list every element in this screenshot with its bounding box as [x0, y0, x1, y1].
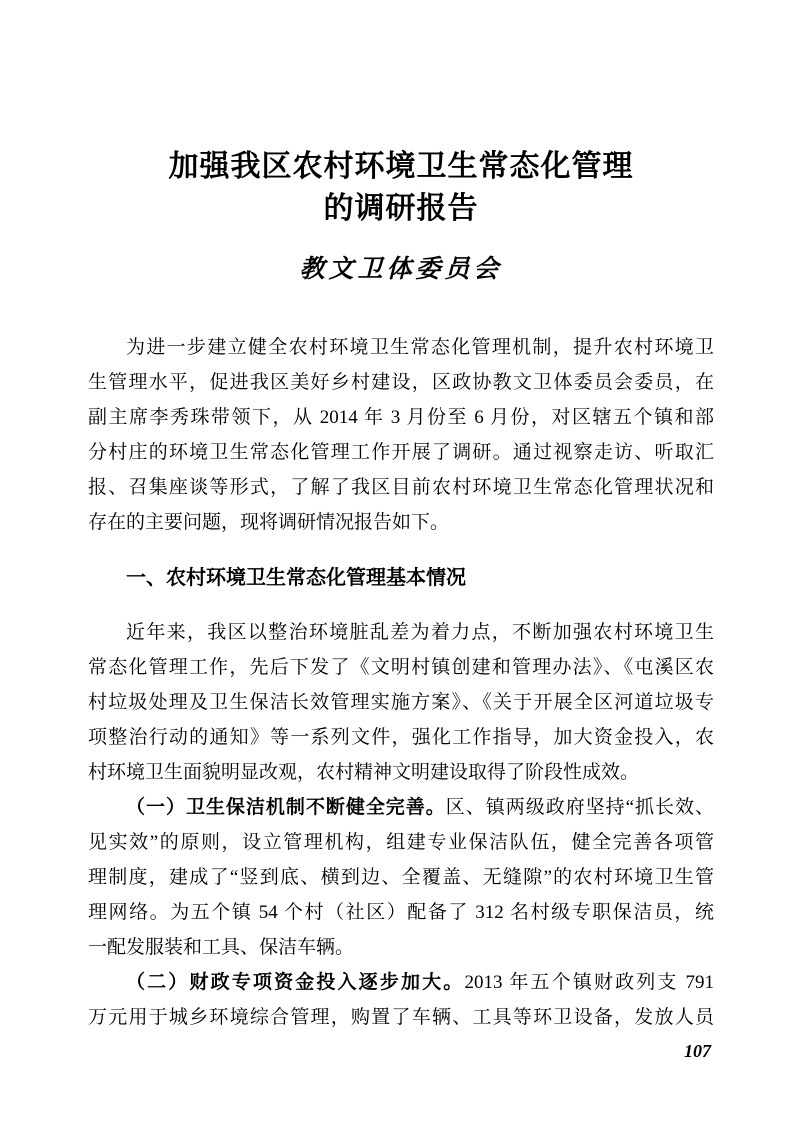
paragraph-intro — [88, 330, 714, 540]
text-line: 一配发服装和工具、保洁车辆。 — [88, 937, 355, 958]
document-title — [88, 146, 714, 230]
text-line: 村垃圾处理及卫生保洁长效管理实施方案》、《关于开展全区河道垃圾专 — [88, 692, 714, 713]
text-line — [88, 965, 714, 1000]
text-line: 理网络。为五个镇 54 个村（社区）配备了 312 名村级专职保洁员，统 — [88, 902, 714, 923]
paragraph-item-2 — [88, 965, 714, 1035]
author-line: 教文卫体委员会 — [299, 256, 503, 283]
paragraph-overview — [88, 615, 714, 790]
text-line: 生管理水平，促进我区美好乡村建设，区政协教文卫体委员会委员，在 — [88, 372, 714, 393]
document-title-line2: 的调研报告 — [323, 192, 479, 225]
text-line: 分村庄的环境卫生常态化管理工作开展了调研。通过视察走访、听取汇 — [88, 442, 714, 463]
paragraph-item-1 — [88, 790, 714, 965]
text-line: 村环境卫生面貌明显改观，农村精神文明建设取得了阶段性成效。 — [88, 762, 640, 783]
text-line: 报、召集座谈等形式，了解了我区目前农村环境卫生常态化管理状况和 — [88, 477, 714, 498]
page-number: 107 — [684, 1041, 711, 1061]
text-line: 为进一步建立健全农村环境卫生常态化管理机制，提升农村环境卫 — [126, 337, 714, 358]
text-line: 副主席李秀珠带领下，从 2014 年 3 月份至 6 月份，对区辖五个镇和部 — [88, 407, 714, 428]
document-content — [88, 146, 714, 1035]
text-line — [88, 790, 714, 825]
text-line: 存在的主要问题，现将调研情况报告如下。 — [88, 512, 450, 533]
text-line: 万元用于城乡环境综合管理，购置了车辆、工具等环卫设备，发放人员 — [88, 1007, 714, 1028]
text-line: 见实效”的原则，设立管理机构，组建专业保洁队伍，健全完善各项管 — [88, 832, 714, 853]
text-line: 项整治行动的通知》等一系列文件，强化工作指导，加大资金投入，农 — [88, 727, 714, 748]
paragraph-lead-bold: （二）财政专项资金投入逐步加大。 — [126, 972, 465, 993]
paragraph-lead-bold: （一）卫生保洁机制不断健全完善。 — [126, 797, 446, 818]
text-line: 常态化管理工作，先后下发了《文明村镇创建和管理办法》、《屯溪区农 — [88, 657, 714, 678]
text-segment: 区、镇两级政府坚持“抓长效、 — [445, 797, 714, 818]
text-line: 近年来，我区以整治环境脏乱差为着力点，不断加强农村环境卫生 — [126, 622, 714, 643]
document-title-line1: 加强我区农村环境卫生常态化管理 — [168, 150, 634, 183]
text-line: 理制度，建成了“竖到底、横到边、全覆盖、无缝隙”的农村环境卫生管 — [88, 867, 714, 888]
text-segment: 2013 年五个镇财政列支 791 — [464, 972, 714, 993]
section-heading-1: 一、农村环境卫生常态化管理基本情况 — [126, 567, 466, 589]
document-body — [88, 330, 714, 1035]
